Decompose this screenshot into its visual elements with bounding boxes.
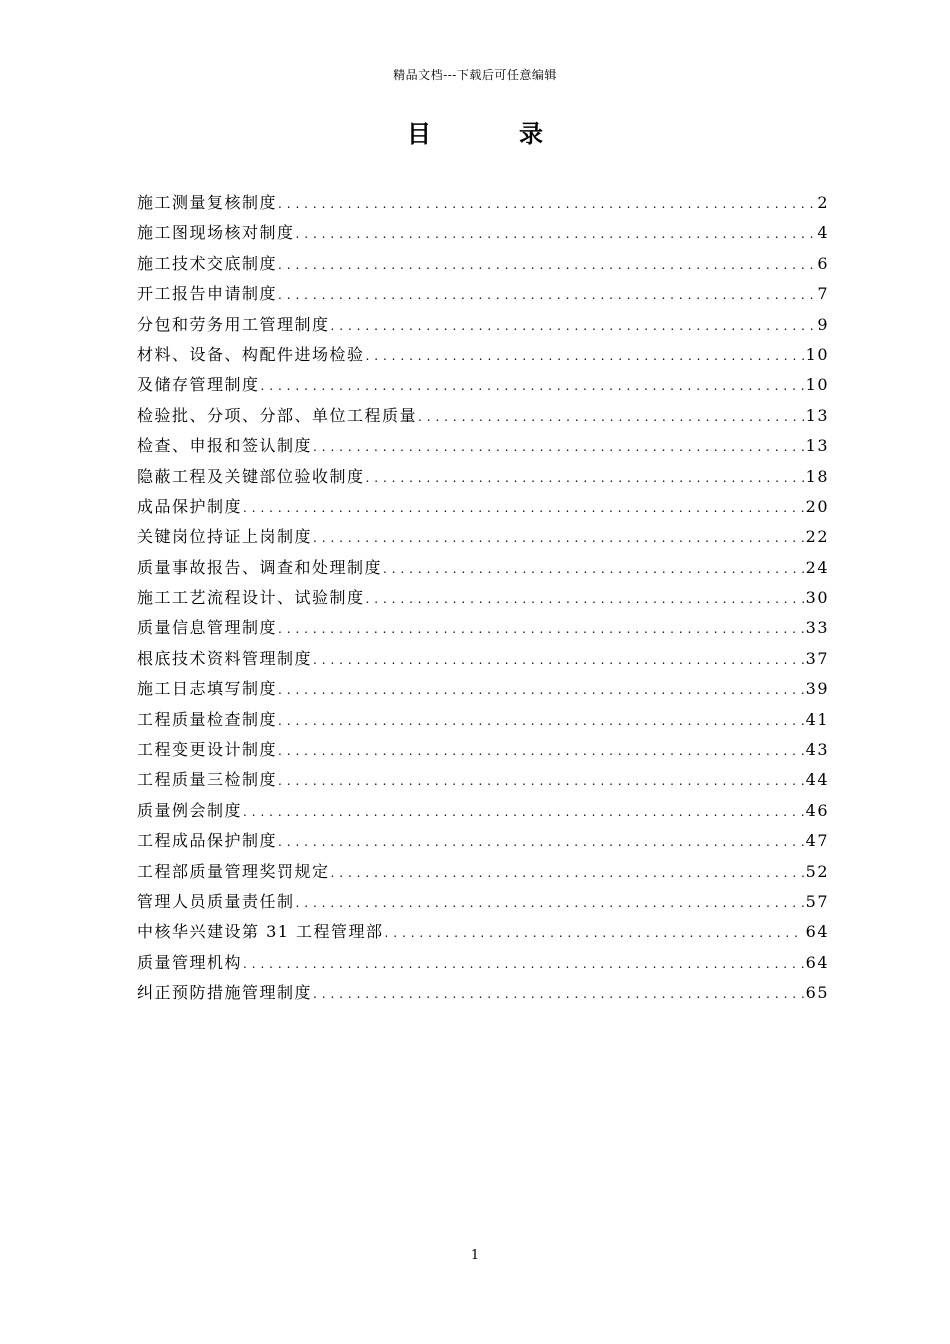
toc-dot-leader [418,410,804,424]
toc-entry[interactable] [137,524,829,554]
toc-entry-page: 33 [805,618,829,638]
toc-entry-page: 52 [805,861,829,881]
toc-entry[interactable] [137,889,829,919]
toc-entry-label: 质量信息管理制度 [137,618,278,638]
toc-entry-label: 中核华兴建设第 31 工程管理部 [137,922,384,942]
toc-entry-page: 43 [805,740,829,760]
toc-dot-leader [243,501,804,515]
toc-entry-label: 材料、设备、构配件进场检验 [137,344,365,364]
toc-dot-leader [243,957,804,971]
toc-entry-label: 检验批、分项、分部、单位工程质量 [137,405,418,425]
toc-entry-label: 施工技术交底制度 [137,253,278,273]
table-of-contents [137,190,829,1011]
toc-dot-leader [278,835,804,849]
toc-entry-page: 4 [817,223,829,243]
toc-entry-label: 施工日志填写制度 [137,679,278,699]
toc-entry-label: 施工工艺流程设计、试验制度 [137,588,365,608]
toc-dot-leader [261,379,804,393]
toc-entry-page: 64 [805,952,829,972]
toc-entry[interactable] [137,615,829,645]
toc-entry[interactable] [137,220,829,250]
toc-entry-label: 成品保护制度 [137,496,243,516]
toc-dot-leader [278,288,815,302]
toc-entry-label: 关键岗位持证上岗制度 [137,527,313,547]
title-char-2: 录 [519,119,543,148]
toc-entry[interactable] [137,494,829,524]
toc-entry-page: 2 [817,193,829,212]
toc-entry-page: 39 [805,679,829,699]
toc-entry-label: 开工报告申请制度 [137,284,278,304]
toc-entry[interactable] [137,312,829,342]
toc-dot-leader [278,714,804,728]
page-title [0,114,950,149]
toc-dot-leader [313,440,804,454]
toc-entry[interactable] [137,281,829,311]
toc-entry-page: 46 [805,800,829,820]
toc-entry[interactable] [137,342,829,372]
toc-entry-label: 质量例会制度 [137,800,243,820]
toc-entry-label: 检查、申报和签认制度 [137,436,313,456]
toc-dot-leader [331,319,816,333]
page-number: 1 [470,1248,480,1263]
toc-entry-label: 隐蔽工程及关键部位验收制度 [137,466,365,486]
toc-entry[interactable] [137,676,829,706]
toc-dot-leader [385,926,804,940]
toc-entry[interactable] [137,767,829,797]
toc-dot-leader [296,896,804,910]
toc-dot-leader [366,471,804,485]
toc-dot-leader [278,744,804,758]
toc-dot-leader [313,531,804,545]
toc-dot-leader [296,227,816,241]
toc-entry[interactable] [137,707,829,737]
toc-entry-label: 工程部质量管理奖罚规定 [137,861,330,881]
toc-entry-page: 57 [805,891,829,911]
toc-entry-page: 20 [805,496,829,516]
toc-entry[interactable] [137,828,829,858]
toc-entry[interactable] [137,251,829,281]
toc-entry-label: 工程变更设计制度 [137,740,278,760]
toc-entry-page: 64 [805,922,829,942]
toc-entry-label: 质量管理机构 [137,952,243,972]
title-char-1: 目 [407,119,431,148]
toc-entry-page: 37 [805,648,829,668]
toc-dot-leader [331,866,804,880]
header-note: 精品文档---下载后可任意编辑 [393,68,557,82]
toc-entry-page: 22 [805,527,829,547]
toc-dot-leader [243,805,804,819]
toc-entry-page: 9 [817,314,829,334]
toc-entry-label: 施工测量复核制度 [137,193,278,212]
toc-entry-page: 30 [805,588,829,608]
toc-entry[interactable] [137,859,829,889]
toc-entry-label: 工程质量三检制度 [137,770,278,790]
toc-entry[interactable] [137,798,829,828]
toc-entry[interactable] [137,464,829,494]
toc-entry[interactable] [137,646,829,676]
toc-dot-leader [313,987,804,1001]
toc-dot-leader [278,622,804,636]
toc-entry-page: 65 [805,983,829,1003]
toc-entry-page: 13 [805,405,829,425]
toc-entry-page: 6 [817,253,829,273]
toc-entry[interactable] [137,585,829,615]
toc-entry-page: 44 [805,770,829,790]
toc-entry-page: 18 [805,466,829,486]
toc-dot-leader [383,562,804,576]
toc-entry[interactable] [137,980,829,1010]
toc-entry-page: 41 [805,709,829,729]
toc-entry-page: 10 [805,375,829,395]
toc-dot-leader [278,683,804,697]
toc-dot-leader [278,774,804,788]
toc-entry[interactable] [137,433,829,463]
toc-dot-leader [278,197,815,211]
toc-entry-label: 质量事故报告、调查和处理制度 [137,557,383,577]
toc-entry-page: 47 [805,831,829,851]
toc-entry-page: 7 [817,284,829,304]
toc-entry-page: 24 [805,557,829,577]
toc-entry[interactable] [137,403,829,433]
toc-entry-page: 10 [805,344,829,364]
toc-entry[interactable] [137,190,829,220]
toc-dot-leader [366,349,804,363]
toc-dot-leader [278,258,815,272]
toc-entry-label: 分包和劳务用工管理制度 [137,314,330,334]
toc-entry-label: 工程成品保护制度 [137,831,278,851]
toc-entry-page: 13 [805,436,829,456]
toc-entry[interactable] [137,919,829,949]
toc-dot-leader [313,653,804,667]
toc-entry-label: 根底技术资料管理制度 [137,648,313,668]
toc-entry-label: 工程质量检查制度 [137,709,278,729]
toc-entry-label: 纠正预防措施管理制度 [137,983,313,1003]
toc-entry[interactable] [137,737,829,767]
toc-entry[interactable] [137,555,829,585]
toc-entry-label: 管理人员质量责任制 [137,891,295,911]
toc-entry-label: 及储存管理制度 [137,375,260,395]
toc-entry[interactable] [137,950,829,980]
toc-entry[interactable] [137,372,829,402]
toc-entry-label: 施工图现场核对制度 [137,223,295,243]
toc-dot-leader [366,592,804,606]
